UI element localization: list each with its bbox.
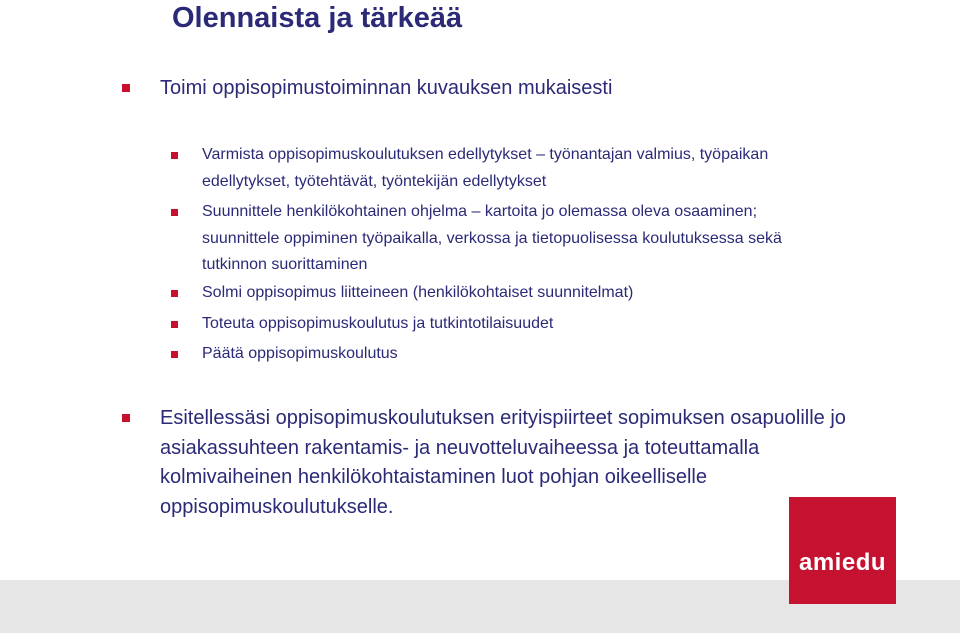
subbullet-marker — [171, 290, 178, 297]
subbullet-marker — [171, 152, 178, 159]
bullet-text-1: Toimi oppisopimustoiminnan kuvauksen mukaisesti — [160, 77, 613, 99]
subbullet-text-1: Varmista oppisopimuskoulutuksen edellytykset – työnantajan valmius, työpaikan edellytykset, työtehtävät, työntekijän edellytykset — [202, 146, 769, 190]
logo-text: amiedu — [798, 549, 887, 576]
subbullet-text-4: Toteuta oppisopimuskoulutus ja tutkintotilaisuudet — [202, 315, 554, 332]
bullet-marker — [122, 84, 130, 92]
page-title: Olennaista ja tärkeää — [172, 2, 463, 34]
subbullet-text-5: Päätä oppisopimuskoulutus — [202, 345, 398, 362]
subbullet-marker — [171, 321, 178, 328]
subbullet-marker — [171, 351, 178, 358]
subbullet-marker — [171, 209, 178, 216]
subbullet-text-2: Suunnittele henkilökohtainen ohjelma – kartoita jo olemassa oleva osaaminen; suunnittele oppiminen työpaikalla, verkossa ja tietopuolisessa koulutuksessa sekä tutkinnon suorittaminen — [202, 203, 782, 273]
subbullet-text-3: Solmi oppisopimus liitteineen (henkilökohtaiset suunnitelmat) — [202, 284, 634, 301]
amiedu-logo — [789, 497, 896, 604]
bullet-marker — [122, 414, 130, 422]
bullet-text-2: Esitellessäsi oppisopimuskoulutuksen erityispiirteet sopimuksen osapuolille jo asiakassuhteen rakentamis- ja neuvotteluvaiheessa ja toteuttamalla kolmivaiheinen henkilökohtaistaminen luot pohjan oikeelliselle oppisopimuskoulutukselle. — [160, 407, 846, 518]
